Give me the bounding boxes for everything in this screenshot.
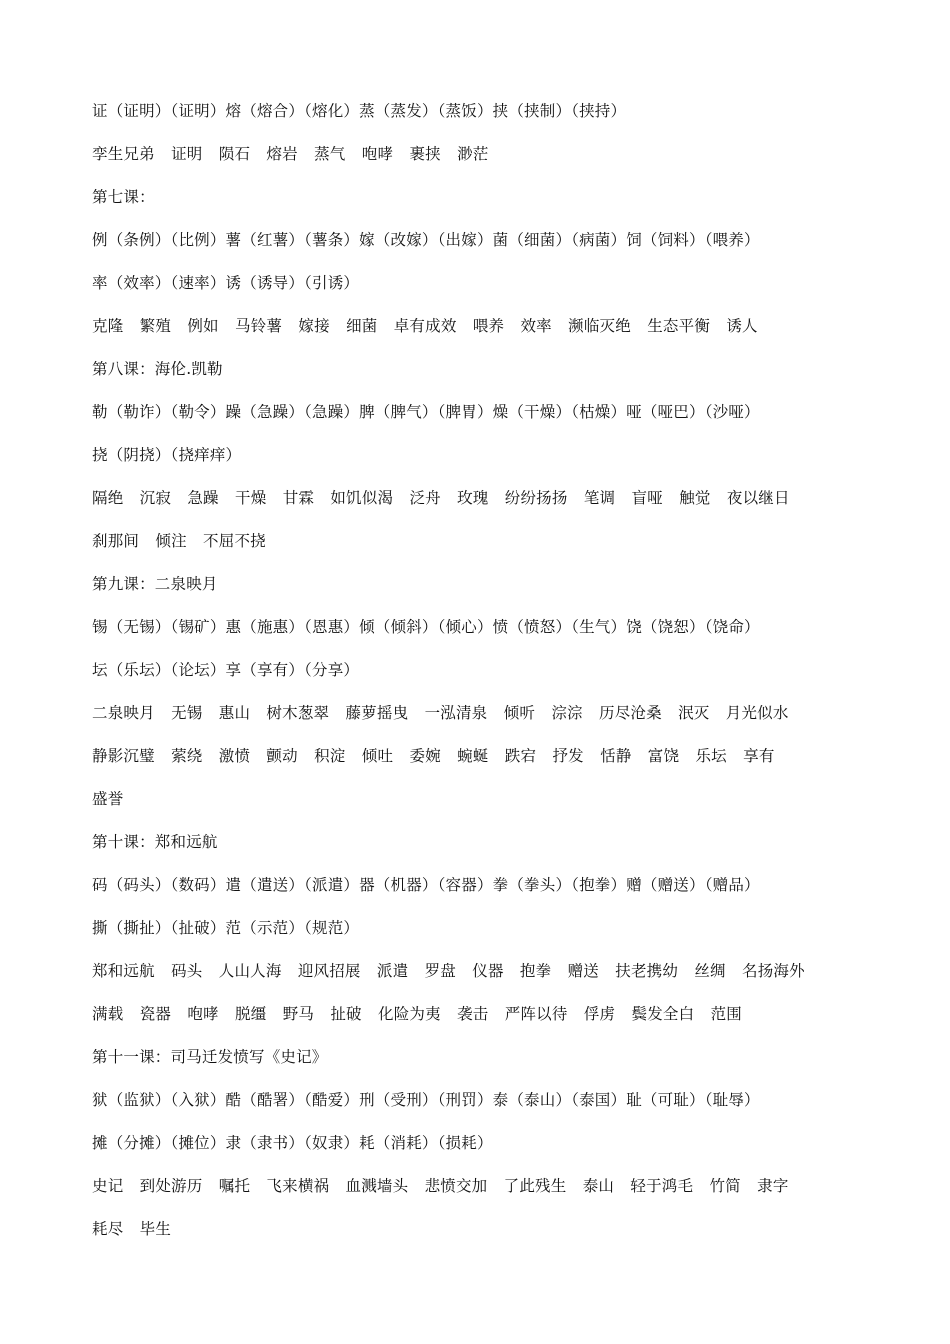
character-line: 率（效率）（速率）诱（诱导）（引诱） xyxy=(92,274,360,292)
vocabulary-word: 享有 xyxy=(743,747,775,765)
character-line: 狱（监狱）（入狱）酷（酷署）（酷爱）刑（受刑）（刑罚）泰（泰山）（泰国）耻（可耻）（耻辱） xyxy=(92,1091,760,1109)
vocabulary-word: 轻于鸿毛 xyxy=(630,1177,694,1195)
lesson-heading: 第十一课：司马迁发愤写《史记》 xyxy=(92,1048,328,1066)
character-line: 坛（乐坛）（论坛）享（享有）（分享） xyxy=(92,661,360,679)
lesson-heading: 第九课：二泉映月 xyxy=(92,575,218,593)
character-line: 证（证明）（证明）熔（熔合）（熔化）蒸（蒸发）（蒸饭）挟（挟制）（挟持） xyxy=(92,102,627,120)
vocabulary-word: 码头 xyxy=(171,962,203,980)
vocabulary-word: 派遣 xyxy=(376,962,409,980)
vocabulary-word: 竹简 xyxy=(709,1177,741,1195)
vocabulary-word: 俘虏 xyxy=(583,1005,616,1023)
vocabulary-word: 富饶 xyxy=(647,747,680,765)
character-line: 锡（无锡）（锡矿）惠（施惠）（恩惠）倾（倾斜）（倾心）愤（愤怒）（生气）饶（饶恕）（饶命） xyxy=(92,618,760,636)
vocabulary-word: 证明 xyxy=(171,145,203,163)
vocabulary-line xyxy=(92,479,912,522)
vocabulary-word: 例如 xyxy=(187,317,219,335)
vocabulary-word: 细菌 xyxy=(346,317,378,335)
vocabulary-word: 生态平衡 xyxy=(647,317,711,335)
vocabulary-word: 跌宕 xyxy=(504,747,537,765)
vocabulary-word: 裹挟 xyxy=(409,145,441,163)
vocabulary-word: 恬静 xyxy=(600,747,632,765)
vocabulary-word: 泯灭 xyxy=(678,704,710,722)
character-line: 撕（撕扯）（扯破）范（示范）（规范） xyxy=(92,919,360,937)
vocabulary-word: 血溅墙头 xyxy=(345,1177,409,1195)
vocabulary-word: 倾听 xyxy=(503,704,536,722)
vocabulary-word: 乐坛 xyxy=(695,747,727,765)
vocabulary-word: 淙淙 xyxy=(551,704,583,722)
vocabulary-word: 野马 xyxy=(282,1005,315,1023)
vocabulary-word: 毕生 xyxy=(139,1220,172,1238)
vocabulary-word: 积淀 xyxy=(314,747,346,765)
vocabulary-line xyxy=(92,135,912,178)
vocabulary-word: 扯破 xyxy=(330,1005,362,1023)
document-page xyxy=(92,92,912,1253)
vocabulary-word: 倾吐 xyxy=(361,747,394,765)
vocabulary-word: 濒临灭绝 xyxy=(568,317,631,335)
vocabulary-word: 范围 xyxy=(710,1005,743,1023)
character-line: 勒（勒诈）（勒令）躁（急躁）（急躁）脾（脾气）（脾胃）燥（干燥）（枯燥）哑（哑巴）（沙哑） xyxy=(92,403,760,421)
vocabulary-word: 耗尽 xyxy=(92,1220,124,1238)
vocabulary-word: 无锡 xyxy=(171,704,203,722)
vocabulary-word: 克隆 xyxy=(92,317,124,335)
vocabulary-word: 颤动 xyxy=(266,747,298,765)
vocabulary-line xyxy=(92,694,912,737)
vocabulary-word: 孪生兄弟 xyxy=(92,145,155,163)
vocabulary-word: 不屈不挠 xyxy=(203,532,266,550)
vocabulary-word: 笔调 xyxy=(583,489,616,507)
vocabulary-word: 二泉映月 xyxy=(92,704,155,722)
vocabulary-word: 沉寂 xyxy=(139,489,172,507)
vocabulary-line xyxy=(92,780,912,823)
vocabulary-word: 一泓清泉 xyxy=(424,704,488,722)
vocabulary-word: 玫瑰 xyxy=(457,489,489,507)
vocabulary-word: 史记 xyxy=(92,1177,124,1195)
character-line: 摊（分摊）（摊位）隶（隶书）（奴隶）耗（消耗）（损耗） xyxy=(92,1134,493,1152)
vocabulary-word: 惠山 xyxy=(218,704,251,722)
vocabulary-line xyxy=(92,952,912,995)
vocabulary-word: 抱拳 xyxy=(519,962,552,980)
vocabulary-word: 飞来横祸 xyxy=(266,1177,330,1195)
vocabulary-word: 悲愤交加 xyxy=(424,1177,488,1195)
vocabulary-word: 卓有成效 xyxy=(393,317,457,335)
vocabulary-word: 马铃薯 xyxy=(235,317,283,335)
vocabulary-word: 萦绕 xyxy=(171,747,203,765)
vocabulary-word: 刹那间 xyxy=(92,532,140,550)
vocabulary-word: 鬓发全白 xyxy=(631,1005,695,1023)
vocabulary-word: 效率 xyxy=(520,317,552,335)
vocabulary-word: 泛舟 xyxy=(409,489,441,507)
vocabulary-word: 人山人海 xyxy=(218,962,282,980)
vocabulary-word: 急躁 xyxy=(187,489,219,507)
vocabulary-word: 历尽沧桑 xyxy=(599,704,662,722)
vocabulary-word: 倾注 xyxy=(155,532,187,550)
vocabulary-word: 甘霖 xyxy=(282,489,315,507)
vocabulary-word: 袭击 xyxy=(457,1005,489,1023)
vocabulary-word: 隔绝 xyxy=(92,489,124,507)
vocabulary-word: 盲哑 xyxy=(631,489,663,507)
character-line: 码（码头）（数码）遣（遣送）（派遣）器（机器）（容器）拳（拳头）（抱拳）赠（赠送）（赠品） xyxy=(92,876,760,894)
vocabulary-word: 夜以继日 xyxy=(726,489,790,507)
lesson-heading: 第十课：郑和远航 xyxy=(92,833,218,851)
vocabulary-word: 如饥似渴 xyxy=(330,489,394,507)
vocabulary-word: 熔岩 xyxy=(266,145,298,163)
lesson-heading: 第七课： xyxy=(92,188,155,206)
vocabulary-word: 委婉 xyxy=(409,747,441,765)
vocabulary-word: 月光似水 xyxy=(725,704,789,722)
vocabulary-word: 丝绸 xyxy=(694,962,726,980)
vocabulary-word: 渺茫 xyxy=(457,145,489,163)
vocabulary-word: 树木葱翠 xyxy=(266,704,330,722)
vocabulary-word: 瓷器 xyxy=(139,1005,172,1023)
vocabulary-word: 静影沉璧 xyxy=(92,747,155,765)
vocabulary-word: 嘱托 xyxy=(218,1177,251,1195)
character-line: 挠（阴挠）（挠痒痒） xyxy=(92,446,242,464)
vocabulary-word: 迎风招展 xyxy=(297,962,361,980)
vocabulary-word: 蜿蜒 xyxy=(457,747,489,765)
vocabulary-word: 满载 xyxy=(92,1005,124,1023)
vocabulary-word: 扶老携幼 xyxy=(615,962,679,980)
vocabulary-word: 诱人 xyxy=(726,317,758,335)
vocabulary-word: 罗盘 xyxy=(424,962,456,980)
vocabulary-word: 触觉 xyxy=(679,489,711,507)
vocabulary-word: 仪器 xyxy=(472,962,504,980)
vocabulary-word: 到处游历 xyxy=(139,1177,203,1195)
vocabulary-word: 严阵以待 xyxy=(504,1005,568,1023)
vocabulary-word: 脱缰 xyxy=(235,1005,267,1023)
vocabulary-word: 嫁接 xyxy=(298,317,330,335)
vocabulary-line xyxy=(92,1167,912,1210)
vocabulary-word: 了此残生 xyxy=(503,1177,567,1195)
vocabulary-word: 泰山 xyxy=(582,1177,615,1195)
vocabulary-word: 化险为夷 xyxy=(378,1005,441,1023)
vocabulary-word: 赠送 xyxy=(567,962,599,980)
lesson-heading: 第八课：海伦.凯勒 xyxy=(92,360,223,378)
vocabulary-word: 干燥 xyxy=(235,489,267,507)
vocabulary-word: 激愤 xyxy=(218,747,251,765)
vocabulary-word: 纷纷扬扬 xyxy=(504,489,568,507)
vocabulary-word: 咆哮 xyxy=(187,1005,219,1023)
vocabulary-line xyxy=(92,995,912,1038)
vocabulary-word: 隶字 xyxy=(757,1177,789,1195)
vocabulary-word: 喂养 xyxy=(472,317,505,335)
vocabulary-word: 繁殖 xyxy=(139,317,172,335)
vocabulary-line xyxy=(92,522,912,565)
vocabulary-line xyxy=(92,1210,912,1253)
character-line: 例（条例）（比例）薯（红薯）（薯条）嫁（改嫁）（出嫁）菌（细菌）（病菌）饲（饲料）（喂养） xyxy=(92,231,760,249)
vocabulary-word: 陨石 xyxy=(218,145,251,163)
vocabulary-word: 咆哮 xyxy=(361,145,394,163)
vocabulary-word: 名扬海外 xyxy=(742,962,805,980)
vocabulary-word: 郑和远航 xyxy=(92,962,155,980)
vocabulary-word: 抒发 xyxy=(552,747,584,765)
vocabulary-line xyxy=(92,737,912,780)
vocabulary-word: 藤萝摇曳 xyxy=(345,704,409,722)
vocabulary-word: 蒸气 xyxy=(314,145,346,163)
vocabulary-word: 盛誉 xyxy=(92,790,124,808)
vocabulary-line xyxy=(92,307,912,350)
